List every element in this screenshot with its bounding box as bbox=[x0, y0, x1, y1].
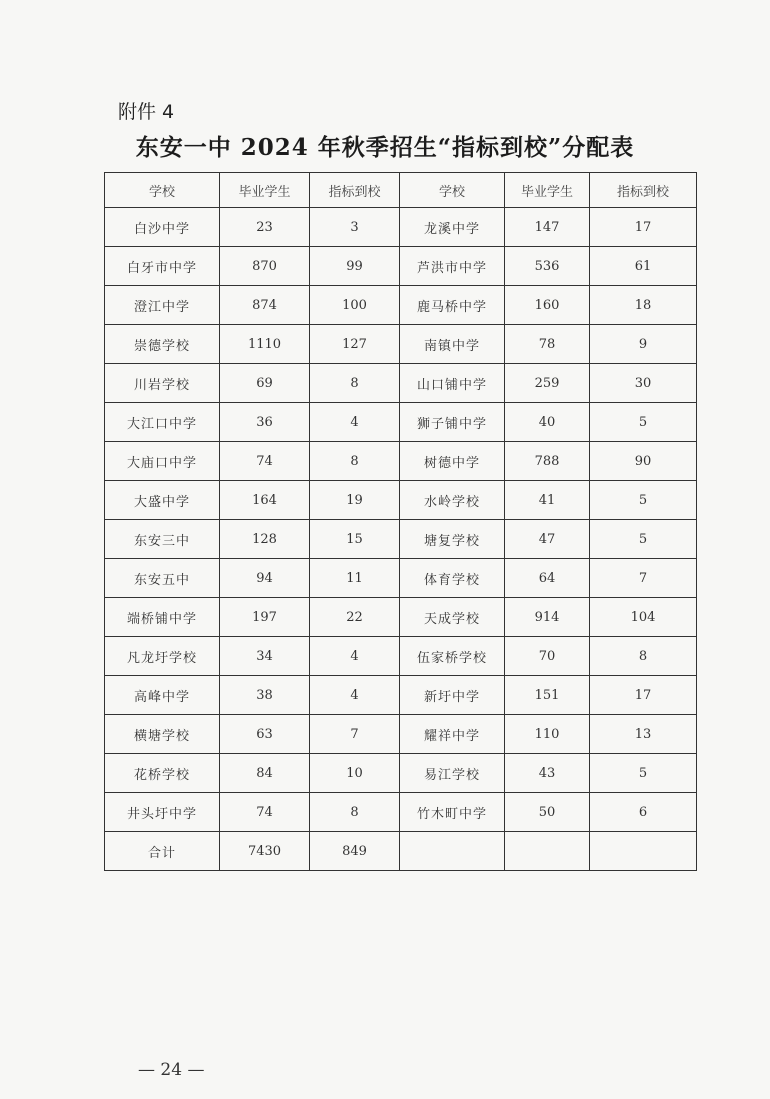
table-row bbox=[105, 520, 697, 559]
school-name-cell: 川岩学校 bbox=[105, 364, 220, 403]
school-name-cell: 龙溪中学 bbox=[400, 208, 505, 247]
table-header-row bbox=[105, 173, 697, 208]
table-row bbox=[105, 793, 697, 832]
column-header: 学校 bbox=[400, 173, 505, 208]
table-row bbox=[105, 676, 697, 715]
quota-cell: 5 bbox=[590, 481, 697, 520]
graduates-cell: 870 bbox=[220, 247, 310, 286]
quota-cell: 5 bbox=[590, 520, 697, 559]
quota-cell: 22 bbox=[310, 598, 400, 637]
school-name-cell: 澄江中学 bbox=[105, 286, 220, 325]
quota-cell: 30 bbox=[590, 364, 697, 403]
school-name-cell: 塘复学校 bbox=[400, 520, 505, 559]
graduates-cell: 43 bbox=[505, 754, 590, 793]
graduates-cell: 70 bbox=[505, 637, 590, 676]
table-row bbox=[105, 247, 697, 286]
table-row bbox=[105, 598, 697, 637]
school-name-cell: 高峰中学 bbox=[105, 676, 220, 715]
graduates-cell: 64 bbox=[505, 559, 590, 598]
table-row bbox=[105, 559, 697, 598]
quota-cell: 8 bbox=[310, 442, 400, 481]
school-name-cell: 狮子铺中学 bbox=[400, 403, 505, 442]
quota-cell: 17 bbox=[590, 676, 697, 715]
school-name-cell: 大庙口中学 bbox=[105, 442, 220, 481]
quota-cell: 99 bbox=[310, 247, 400, 286]
column-header: 指标到校 bbox=[590, 173, 697, 208]
school-name-cell: 新圩中学 bbox=[400, 676, 505, 715]
quota-cell: 8 bbox=[310, 364, 400, 403]
allocation-table bbox=[104, 172, 697, 871]
graduates-cell: 128 bbox=[220, 520, 310, 559]
school-name-cell: 竹木町中学 bbox=[400, 793, 505, 832]
school-name-cell bbox=[400, 832, 505, 871]
quota-cell: 13 bbox=[590, 715, 697, 754]
graduates-cell: 38 bbox=[220, 676, 310, 715]
graduates-cell: 69 bbox=[220, 364, 310, 403]
quota-cell: 9 bbox=[590, 325, 697, 364]
school-name-cell: 山口铺中学 bbox=[400, 364, 505, 403]
quota-cell: 849 bbox=[310, 832, 400, 871]
quota-cell: 104 bbox=[590, 598, 697, 637]
school-name-cell: 花桥学校 bbox=[105, 754, 220, 793]
quota-cell: 100 bbox=[310, 286, 400, 325]
graduates-cell bbox=[505, 832, 590, 871]
graduates-cell: 74 bbox=[220, 442, 310, 481]
graduates-cell: 110 bbox=[505, 715, 590, 754]
school-name-cell: 耀祥中学 bbox=[400, 715, 505, 754]
graduates-cell: 94 bbox=[220, 559, 310, 598]
graduates-cell: 41 bbox=[505, 481, 590, 520]
table-row bbox=[105, 403, 697, 442]
graduates-cell: 160 bbox=[505, 286, 590, 325]
table-row bbox=[105, 364, 697, 403]
graduates-cell: 84 bbox=[220, 754, 310, 793]
school-name-cell: 伍家桥学校 bbox=[400, 637, 505, 676]
graduates-cell: 50 bbox=[505, 793, 590, 832]
quota-cell: 127 bbox=[310, 325, 400, 364]
quota-cell: 3 bbox=[310, 208, 400, 247]
table-row bbox=[105, 208, 697, 247]
school-name-cell: 大盛中学 bbox=[105, 481, 220, 520]
graduates-cell: 34 bbox=[220, 637, 310, 676]
column-header: 指标到校 bbox=[310, 173, 400, 208]
quota-cell: 6 bbox=[590, 793, 697, 832]
school-name-cell: 井头圩中学 bbox=[105, 793, 220, 832]
graduates-cell: 147 bbox=[505, 208, 590, 247]
school-name-cell: 端桥铺中学 bbox=[105, 598, 220, 637]
school-name-cell: 东安三中 bbox=[105, 520, 220, 559]
table-row bbox=[105, 715, 697, 754]
graduates-cell: 78 bbox=[505, 325, 590, 364]
quota-cell: 8 bbox=[590, 637, 697, 676]
table-row bbox=[105, 637, 697, 676]
column-header: 毕业学生 bbox=[505, 173, 590, 208]
quota-cell: 8 bbox=[310, 793, 400, 832]
graduates-cell: 7430 bbox=[220, 832, 310, 871]
quota-cell: 11 bbox=[310, 559, 400, 598]
table-row bbox=[105, 481, 697, 520]
quota-cell: 4 bbox=[310, 637, 400, 676]
quota-cell bbox=[590, 832, 697, 871]
graduates-cell: 151 bbox=[505, 676, 590, 715]
quota-cell: 17 bbox=[590, 208, 697, 247]
graduates-cell: 788 bbox=[505, 442, 590, 481]
school-name-cell: 崇德学校 bbox=[105, 325, 220, 364]
graduates-cell: 63 bbox=[220, 715, 310, 754]
column-header: 学校 bbox=[105, 173, 220, 208]
graduates-cell: 164 bbox=[220, 481, 310, 520]
school-name-cell: 白沙中学 bbox=[105, 208, 220, 247]
school-name-cell: 合计 bbox=[105, 832, 220, 871]
quota-cell: 19 bbox=[310, 481, 400, 520]
quota-cell: 4 bbox=[310, 676, 400, 715]
table-row bbox=[105, 832, 697, 871]
quota-cell: 4 bbox=[310, 403, 400, 442]
school-name-cell: 芦洪市中学 bbox=[400, 247, 505, 286]
school-name-cell: 天成学校 bbox=[400, 598, 505, 637]
page-number: — 24 — bbox=[138, 1060, 205, 1080]
school-name-cell: 东安五中 bbox=[105, 559, 220, 598]
graduates-cell: 1110 bbox=[220, 325, 310, 364]
quota-cell: 61 bbox=[590, 247, 697, 286]
school-name-cell: 南镇中学 bbox=[400, 325, 505, 364]
column-header: 毕业学生 bbox=[220, 173, 310, 208]
graduates-cell: 536 bbox=[505, 247, 590, 286]
quota-cell: 90 bbox=[590, 442, 697, 481]
graduates-cell: 47 bbox=[505, 520, 590, 559]
table-row bbox=[105, 754, 697, 793]
document-title: 东安一中 2024 年秋季招生“指标到校”分配表 bbox=[135, 134, 635, 161]
attachment-label: 附件 4 bbox=[118, 101, 175, 123]
graduates-cell: 23 bbox=[220, 208, 310, 247]
quota-cell: 7 bbox=[310, 715, 400, 754]
graduates-cell: 259 bbox=[505, 364, 590, 403]
quota-cell: 7 bbox=[590, 559, 697, 598]
school-name-cell: 白牙市中学 bbox=[105, 247, 220, 286]
quota-cell: 15 bbox=[310, 520, 400, 559]
graduates-cell: 874 bbox=[220, 286, 310, 325]
graduates-cell: 197 bbox=[220, 598, 310, 637]
quota-cell: 18 bbox=[590, 286, 697, 325]
quota-cell: 5 bbox=[590, 754, 697, 793]
school-name-cell: 凡龙圩学校 bbox=[105, 637, 220, 676]
quota-cell: 10 bbox=[310, 754, 400, 793]
school-name-cell: 横塘学校 bbox=[105, 715, 220, 754]
school-name-cell: 易江学校 bbox=[400, 754, 505, 793]
table-row bbox=[105, 286, 697, 325]
table-row bbox=[105, 325, 697, 364]
graduates-cell: 914 bbox=[505, 598, 590, 637]
table-row bbox=[105, 442, 697, 481]
school-name-cell: 体育学校 bbox=[400, 559, 505, 598]
graduates-cell: 74 bbox=[220, 793, 310, 832]
school-name-cell: 水岭学校 bbox=[400, 481, 505, 520]
school-name-cell: 鹿马桥中学 bbox=[400, 286, 505, 325]
graduates-cell: 36 bbox=[220, 403, 310, 442]
school-name-cell: 大江口中学 bbox=[105, 403, 220, 442]
graduates-cell: 40 bbox=[505, 403, 590, 442]
school-name-cell: 树德中学 bbox=[400, 442, 505, 481]
quota-cell: 5 bbox=[590, 403, 697, 442]
